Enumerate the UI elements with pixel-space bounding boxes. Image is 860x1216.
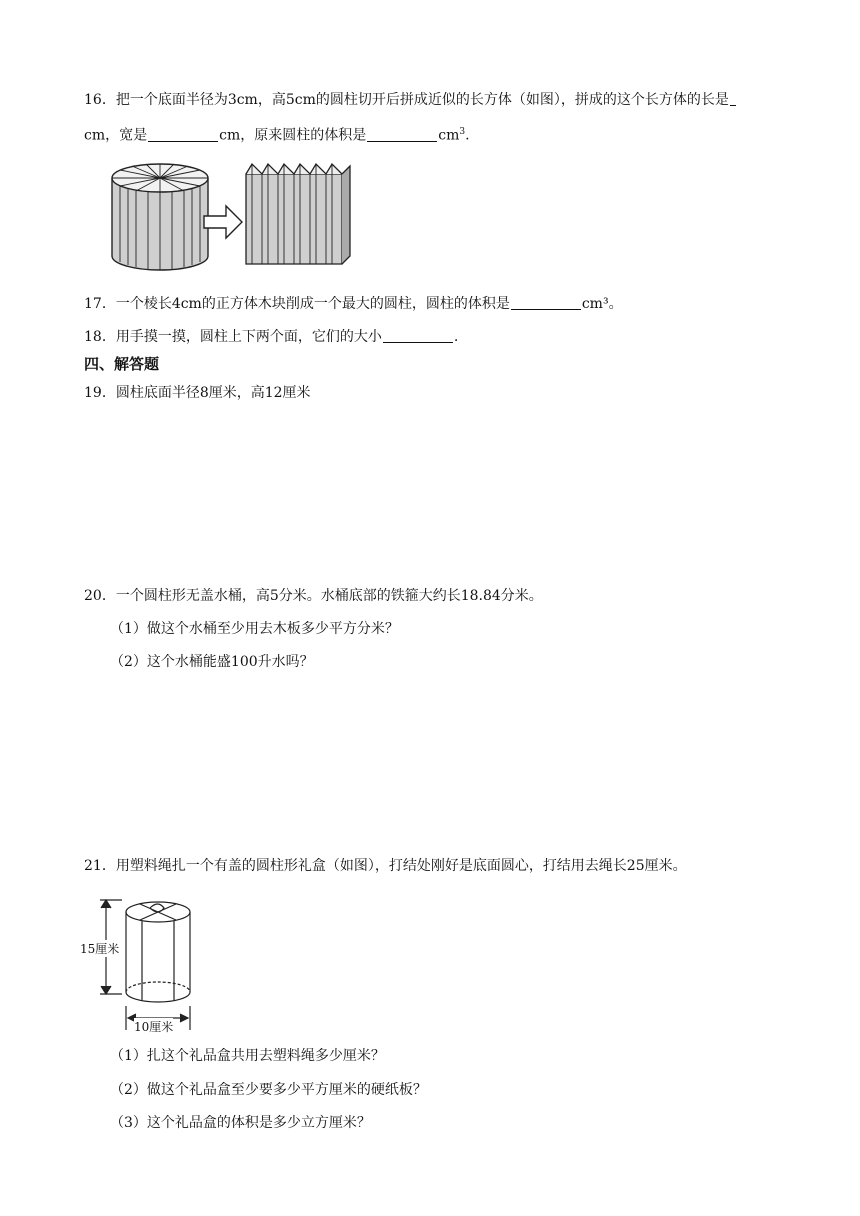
question-18	[84, 327, 458, 347]
question-20: 20．一个圆柱形无盖水桶，高5分米。水桶底部的铁箍大约长18.84分米。	[84, 588, 543, 604]
gift-box-cylinder-icon	[78, 888, 198, 1034]
q16-unit-width: cm，原来圆柱的体积是	[219, 127, 367, 144]
question-20-part-2: （2）这个水桶能盛100升水吗？	[110, 654, 314, 670]
gift-box-figure	[78, 888, 198, 1034]
q16-end: .	[465, 127, 470, 144]
q16-unit-volume: cm	[438, 127, 460, 144]
question-20-part-1: （1）做这个水桶至少用去木板多少平方分米？	[110, 621, 399, 637]
answer-blank-length[interactable]	[730, 91, 736, 106]
cylinder-to-cuboid-figure	[106, 156, 362, 276]
diameter-label: 10厘米	[134, 1020, 174, 1034]
question-21-part-3: （3）这个礼品盒的体积是多少立方厘米？	[110, 1115, 371, 1131]
q17-unit: cm³。	[581, 296, 623, 312]
question-21-part-2: （2）做这个礼品盒至少要多少平方厘米的硬纸板？	[110, 1082, 427, 1098]
height-label: 15厘米	[80, 942, 120, 956]
answer-blank-q17[interactable]	[511, 295, 581, 310]
question-21: 21．用塑料绳扎一个有盖的圆柱形礼盒（如图），打结处刚好是底面圆心，打结用去绳长25厘米。	[84, 858, 687, 874]
section-heading: 四、解答题	[84, 355, 160, 373]
answer-blank-width[interactable]	[148, 127, 218, 142]
question-16-line-1	[84, 90, 737, 110]
question-18-text: 18．用手摸一摸，圆柱上下两个面，它们的大小	[84, 329, 382, 345]
q16-unit-length: cm，宽是	[84, 127, 148, 144]
sliced-cylinder-icon	[112, 164, 208, 270]
answer-blank-volume[interactable]	[367, 127, 437, 142]
question-17-text: 17．一个棱长4cm的正方体木块削成一个最大的圆柱，圆柱的体积是	[84, 296, 510, 312]
answer-blank-q18[interactable]	[383, 328, 453, 343]
question-21-part-1: （1）扎这个礼品盒共用去塑料绳多少厘米？	[110, 1048, 385, 1064]
q18-end: .	[453, 329, 459, 345]
question-16-line-2	[84, 122, 470, 146]
question-19: 19．圆柱底面半径8厘米，高12厘米	[84, 385, 311, 401]
question-17	[84, 294, 623, 314]
q16-unit-sup: 3	[459, 127, 466, 137]
arrow-right-icon	[204, 206, 242, 238]
cuboid-stack-icon	[246, 164, 350, 264]
question-16-text: 16．把一个底面半径为3cm，高5cm的圆柱切开后拼成近似的长方体（如图），拼成的这个长方体的长是	[84, 92, 729, 108]
